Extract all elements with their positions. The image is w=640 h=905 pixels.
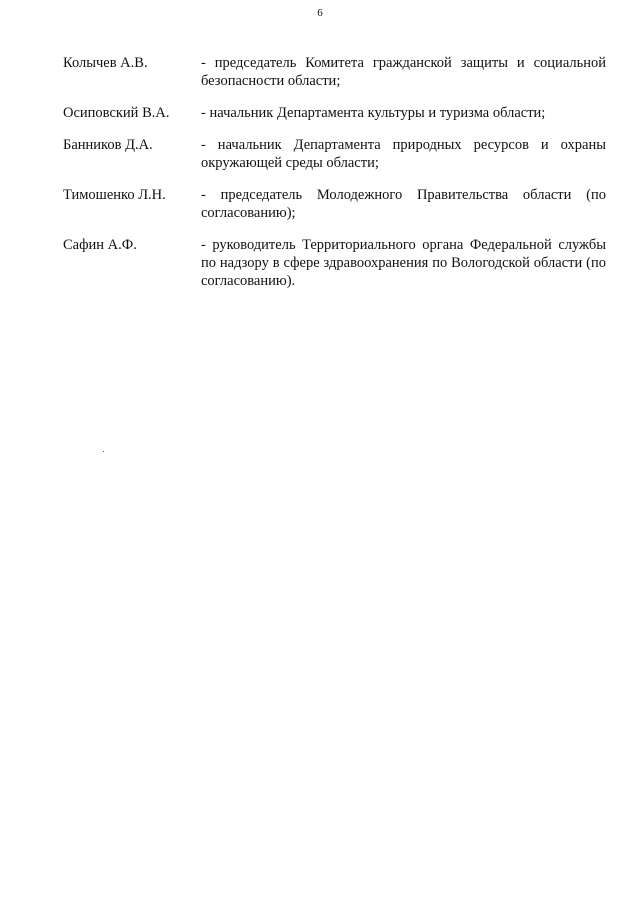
member-entry — [63, 136, 606, 172]
member-entry — [63, 236, 606, 290]
member-name: Колычев А.В. — [63, 55, 148, 71]
member-role: - начальник Департамента природных ресурсов и охраны окружающей среды области; — [201, 137, 606, 171]
page-number: 6 — [317, 7, 323, 19]
member-entry — [63, 104, 606, 122]
member-name: Осиповский В.А. — [63, 105, 170, 121]
member-role: - председатель Молодежного Правительства области (по согласованию); — [201, 187, 606, 221]
member-name: Банников Д.А. — [63, 137, 153, 153]
member-entry — [63, 186, 606, 222]
member-role: - председатель Комитета гражданской защиты и социальной безопасности области; — [201, 55, 606, 89]
member-list — [63, 54, 606, 304]
scan-speck — [103, 451, 104, 452]
member-name: Сафин А.Ф. — [63, 237, 137, 253]
member-name: Тимошенко Л.Н. — [63, 187, 166, 203]
member-role: - начальник Департамента культуры и туризма области; — [201, 105, 546, 121]
member-entry — [63, 54, 606, 90]
member-role: - руководитель Территориального органа Федеральной службы по надзору в сфере здравоохранения по Вологодской области (по согласованию). — [201, 237, 606, 289]
